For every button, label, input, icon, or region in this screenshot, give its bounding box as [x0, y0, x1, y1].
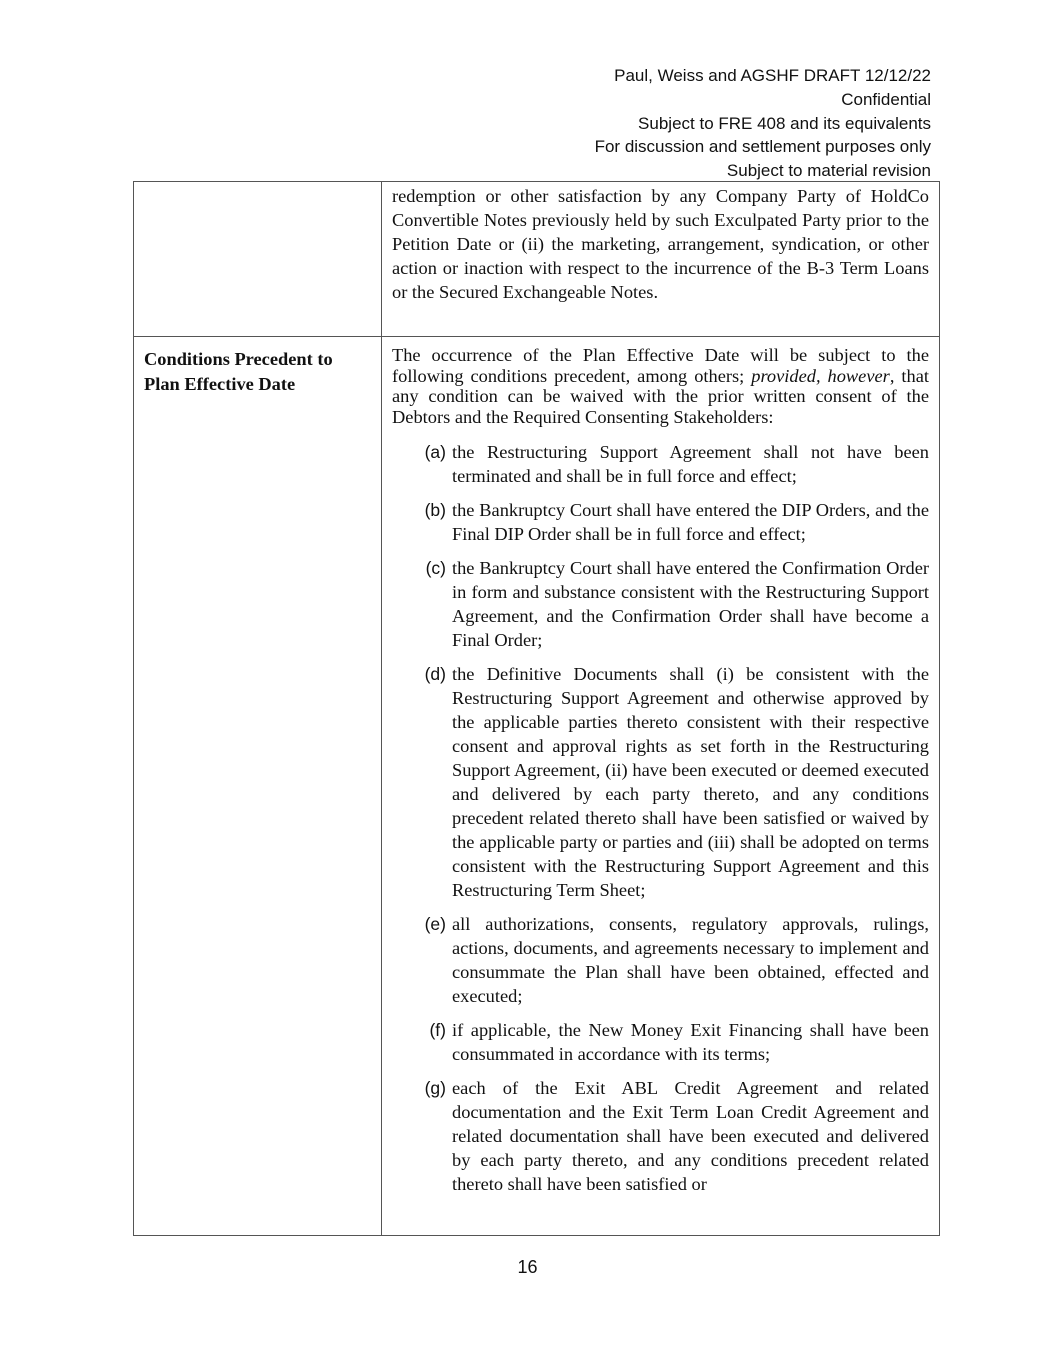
continuation-row: [134, 182, 940, 337]
condition-text: the Restructuring Support Agreement shall not have been terminated and shall be in full force and effect;: [452, 441, 929, 486]
page-number: 16: [517, 1257, 538, 1277]
conditions-intro: [392, 345, 929, 428]
condition-text: if applicable, the New Money Exit Financing shall have been consummated in accordance with its terms;: [452, 1019, 929, 1064]
condition-item-c: [392, 556, 929, 652]
continuation-label-cell: [134, 182, 382, 337]
conditions-body: [382, 337, 939, 1196]
document-header: [595, 64, 931, 183]
exculpation-continuation-text: redemption or other satisfaction by any Company Party of HoldCo Convertible Notes previously held by such Exculpated Party prior to the Petition Date or (ii) the marketing, arrangement, syndication, or other action or inaction with respect to the incurrence of the B-3 Term Loans or the Secured Exchangeable Notes.: [392, 186, 929, 302]
conditions-intro-end: , that any condition can be waived with the prior written consent of the Debtors and the Required Consenting Stakeholders:: [392, 365, 929, 428]
condition-text: the Bankruptcy Court shall have entered the DIP Orders, and the Final DIP Order shall be in full force and effect;: [452, 499, 929, 544]
condition-letter: (c): [425, 557, 446, 578]
condition-letter: (f): [429, 1019, 446, 1040]
condition-item-b: [392, 498, 929, 546]
condition-letter: (d): [424, 663, 446, 684]
condition-text: all authorizations, consents, regulatory approvals, rulings, actions, documents, and agreements necessary to implement and consummate the Plan shall have been obtained, effected and executed;: [452, 913, 929, 1006]
conditions-precedent-row: [134, 337, 940, 1236]
continuation-text-cell: [382, 182, 940, 337]
term-sheet-table: [133, 181, 940, 1236]
condition-text: each of the Exit ABL Credit Agreement and related documentation and the Exit Term Loan Credit Agreement and related documentation shall have been executed and delivered by each party thereto, and any conditions precedent related thereto shall have been satisfied or: [452, 1077, 929, 1194]
conditions-label-cell: [134, 337, 382, 1236]
condition-item-f: [392, 1018, 929, 1066]
condition-item-e: [392, 912, 929, 1008]
condition-letter: (a): [424, 441, 446, 462]
condition-text: the Bankruptcy Court shall have entered the Confirmation Order in form and substance consistent with the Restructuring Support Agreement, and the Confirmation Order shall have become a Final Order;: [452, 557, 929, 650]
condition-letter: (e): [424, 913, 446, 934]
condition-item-a: [392, 440, 929, 488]
condition-item-d: [392, 662, 929, 902]
header-fre408-line: Subject to FRE 408 and its equivalents: [638, 113, 931, 133]
conditions-intro-start: The occurrence of the Plan Effective Date will be subject to the following conditions precedent, among others;: [392, 345, 929, 386]
conditions-precedent-label: Conditions Precedent to Plan Effective Date: [144, 349, 333, 394]
header-draft-line: Paul, Weiss and AGSHF DRAFT 12/12/22: [614, 66, 931, 85]
condition-letter: (b): [424, 499, 446, 520]
header-discussion-line: For discussion and settlement purposes only: [594, 137, 931, 157]
header-confidential-line: Confidential: [841, 89, 931, 109]
condition-text: the Definitive Documents shall (i) be consistent with the Restructuring Support Agreement and otherwise approved by the applicable parties thereto consistent with their respective consent and approval rights as set forth in the Restructuring Support Agreement, (ii) have been executed or deemed executed and delivered by each party thereto, and any conditions precedent related thereto shall have been satisfied or waived by the applicable party or parties and (iii) shall be adopted on terms consistent with the Restructuring Support Agreement and this Restructuring Term Sheet;: [452, 663, 929, 900]
conditions-body-cell: [382, 337, 940, 1236]
header-revision-line: Subject to material revision: [726, 161, 931, 181]
conditions-intro-proviso: provided, however: [751, 365, 890, 386]
condition-item-g: [392, 1076, 929, 1196]
condition-letter: (g): [424, 1077, 446, 1098]
